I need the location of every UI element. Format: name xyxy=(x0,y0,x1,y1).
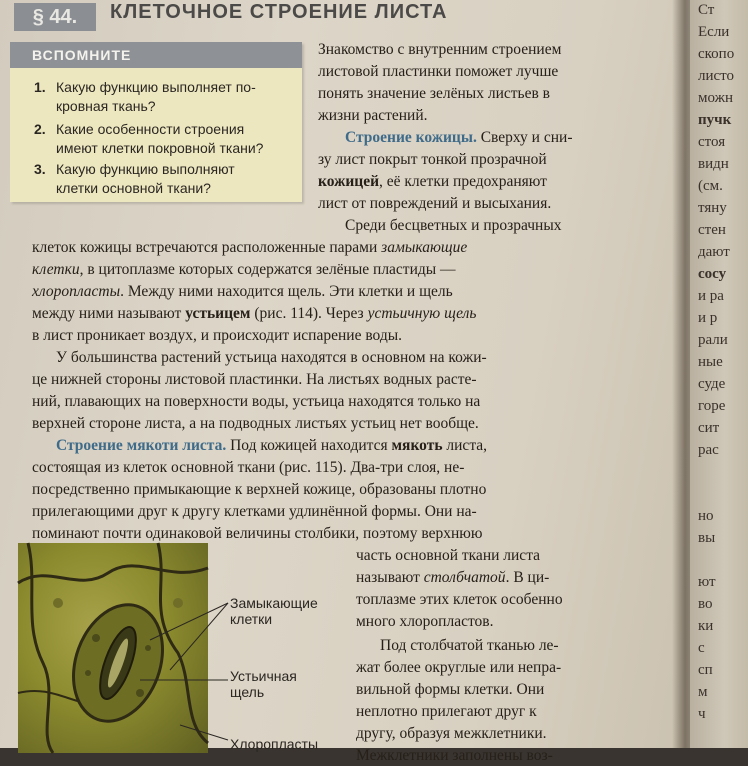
skin-line-1 xyxy=(345,128,573,148)
facing-page-line: вы xyxy=(698,530,716,546)
figure-label-stomatal-slit xyxy=(230,668,297,700)
question-line: Какие особенности строения xyxy=(56,121,245,137)
pulp-line-1 xyxy=(56,436,487,456)
recall-box xyxy=(10,42,302,202)
term-stomatal-slit: устьичную щель xyxy=(367,305,477,322)
skin-line-2: зу лист покрыт тонкой прозрачной xyxy=(318,151,547,168)
body-line xyxy=(32,282,453,302)
term-chloroplasts: хлоропласты xyxy=(32,283,121,300)
text-run: Под кожицей находится xyxy=(226,437,392,454)
term-epidermis: кожицей xyxy=(318,173,380,190)
body-line xyxy=(32,260,456,280)
skin-line-5: Среди бесцветных и прозрачных xyxy=(345,217,562,234)
section-header xyxy=(0,0,672,34)
facing-page-line: м xyxy=(698,684,708,700)
body-line: поминают почти одинаковой величины столбики, поэтому верхнюю xyxy=(32,525,483,542)
facing-page-line: суде xyxy=(698,376,726,392)
figure-leader-lines xyxy=(150,570,230,750)
facing-page-line: рали xyxy=(698,332,728,348)
facing-page-line: ют xyxy=(698,574,716,590)
text-run: (рис. 114). Через xyxy=(250,305,368,322)
section-number-badge: § 44. xyxy=(14,3,96,31)
body-line: верхней стороне листа, а на подводных листьях устьиц нет вообще. xyxy=(32,415,479,432)
caption-line: Устьичная xyxy=(230,668,297,684)
term-guard: замыкающие xyxy=(381,239,468,256)
section-title: КЛЕТОЧНОЕ СТРОЕНИЕ ЛИСТА xyxy=(110,1,448,23)
recall-heading: ВСПОМНИТЕ xyxy=(10,42,302,68)
skin-line-4: лист от повреждений и высыхания. xyxy=(318,195,552,212)
facing-page-line: сп xyxy=(698,662,713,678)
body-line xyxy=(32,304,476,324)
facing-page-line: сосу xyxy=(698,266,727,282)
caption-line: клетки xyxy=(230,611,273,627)
question-number: 3. xyxy=(34,161,46,177)
figure-label-chloroplasts: Хлоропласты xyxy=(230,736,319,752)
body-line: топлазме этих клеток особенно xyxy=(356,591,563,608)
facing-page-line: во xyxy=(698,596,713,612)
caption-line: щель xyxy=(230,684,265,700)
text-run: . Между ними находится щель. Эти клетки и щель xyxy=(120,283,453,300)
skin-heading: Строение кожицы. xyxy=(345,129,477,146)
facing-page-line: ные xyxy=(698,354,723,370)
pulp-heading: Строение мякоти листа. xyxy=(56,437,227,454)
facing-page xyxy=(690,0,748,748)
text-run: , её клетки предохраняют xyxy=(379,173,547,190)
intro-line: понять значение зелёных листьев в xyxy=(318,85,550,102)
facing-page-line: скопо xyxy=(698,46,735,62)
figure-label-guard-cells xyxy=(230,595,318,627)
facing-page-line: но xyxy=(698,508,714,524)
caption-line: Замыкающие xyxy=(230,595,318,611)
body-line: прилегающими друг к другу клетками удлинённой формы. Они на- xyxy=(32,503,477,520)
body-line xyxy=(32,238,467,258)
facing-page-line: с xyxy=(698,640,705,656)
question-line: кровная ткань? xyxy=(56,98,156,114)
facing-page-line: ч xyxy=(698,706,706,722)
facing-page-line: (см. xyxy=(698,178,723,194)
body-line: вильной формы клетки. Они xyxy=(356,681,545,698)
facing-page-line: горе xyxy=(698,398,726,414)
facing-page-line: Если xyxy=(698,24,730,40)
question-line: клетки основной ткани? xyxy=(56,180,211,196)
text-run: . В ци- xyxy=(505,569,550,586)
facing-page-line: листо xyxy=(698,68,735,84)
intro-line: листовой пластинки поможет лучше xyxy=(318,63,559,80)
question-number: 2. xyxy=(34,121,46,137)
facing-page-line: видн xyxy=(698,156,729,172)
term-stoma: устьицем xyxy=(185,305,251,322)
facing-page-line: тяну xyxy=(698,200,727,216)
body-line: неплотно прилегают друг к xyxy=(356,703,537,720)
term-cells: клетки xyxy=(32,261,80,278)
intro-line: жизни растений. xyxy=(318,107,428,124)
body-line: в лист проникает воздух, и происходит испарение воды. xyxy=(32,327,403,344)
question-line: имеют клетки покровной ткани? xyxy=(56,140,264,156)
skin-line-3 xyxy=(318,172,547,192)
facing-page-line: можн xyxy=(698,90,734,106)
body-line xyxy=(356,568,549,588)
facing-page-line: рас xyxy=(698,442,719,458)
facing-page-line: пучк xyxy=(698,112,732,128)
term-palisade: столбчатой xyxy=(423,569,506,586)
text-run: Сверху и сни- xyxy=(476,129,573,146)
body-line: жат более округлые или непра- xyxy=(356,659,562,676)
question-line: Какую функцию выполняют xyxy=(56,161,235,177)
facing-page-line: Ст xyxy=(698,2,715,18)
facing-page-line: дают xyxy=(698,244,730,260)
question-line: Какую функцию выполняет по- xyxy=(56,79,256,95)
text-run: , в цитоплазме которых содержатся зелёные пластиды — xyxy=(79,261,456,278)
body-line: другу, образуя межклетники. xyxy=(356,725,547,742)
question-number: 1. xyxy=(34,79,46,95)
term-pulp: мякоть xyxy=(391,437,443,454)
text-run: листа, xyxy=(442,437,488,454)
body-line: часть основной ткани листа xyxy=(356,547,541,564)
body-line: много хлоропластов. xyxy=(356,613,494,630)
body-line: состоящая из клеток основной ткани (рис. 115). Два-три слоя, не- xyxy=(32,459,465,476)
facing-page-line: стоя xyxy=(698,134,726,150)
body-line: посредственно примыкающие к верхней кожице, образованы плотно xyxy=(32,481,487,498)
body-line: це нижней стороны листовой пластинки. На листьях водных расте- xyxy=(32,371,477,388)
facing-page-line: стен xyxy=(698,222,726,238)
facing-page-line: ки xyxy=(698,618,714,634)
body-line: У большинства растений устьица находятся в основном на кожи- xyxy=(56,349,487,366)
facing-page-line: и ра xyxy=(698,288,724,304)
facing-page-line: сит xyxy=(698,420,720,436)
body-line: Межклетники заполнены воз- xyxy=(356,747,553,764)
body-line: ний, плавающих на поверхности воды, устьица находятся только на xyxy=(32,393,481,410)
text-run: между ними называют xyxy=(32,305,186,322)
body-line: Под столбчатой тканью ле- xyxy=(380,637,559,654)
text-run: называют xyxy=(356,569,424,586)
intro-line: Знакомство с внутренним строением xyxy=(318,41,562,58)
facing-page-line: и р xyxy=(698,310,718,326)
text-run: клеток кожицы встречаются расположенные парами xyxy=(32,239,382,256)
